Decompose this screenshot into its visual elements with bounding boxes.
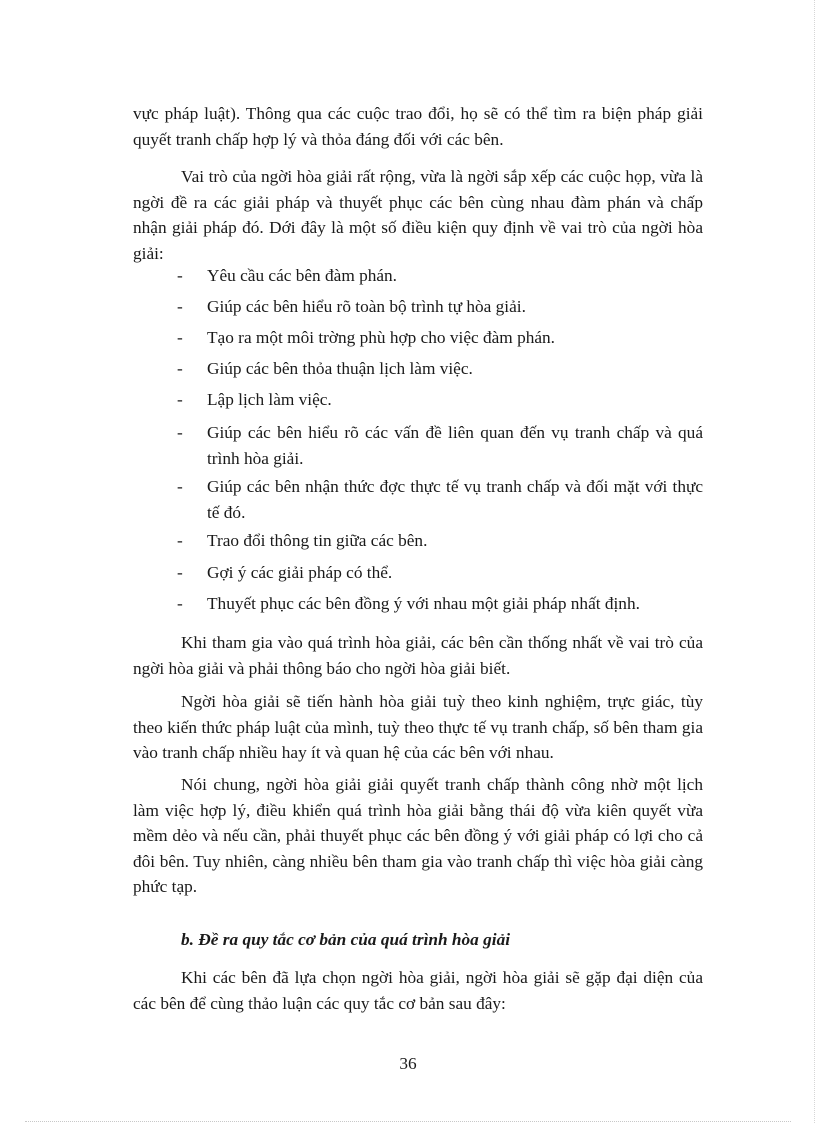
list-item xyxy=(177,528,703,554)
list-dash: - xyxy=(177,297,183,316)
list-item xyxy=(177,294,703,320)
list-item-text: Giúp các bên hiểu rõ toàn bộ trình tự hòa giải. xyxy=(207,297,526,316)
list-item xyxy=(177,591,703,617)
list-item xyxy=(177,420,703,471)
list-item xyxy=(177,325,703,351)
list-item xyxy=(177,474,703,525)
list-item xyxy=(177,560,703,586)
paragraph-5: Nói chung, ngời hòa giải giải quyết tranh chấp thành công nhờ một lịch làm việc hợp lý, điều khiển quá trình hòa giải bằng thái độ vừa kiên quyết vừa mềm dẻo và nếu cần, phải thuyết phục các bên đồng ý với giải pháp có lợi cho cả đôi bên. Tuy nhiên, càng nhiều bên tham gia vào tranh chấp thì việc hòa giải càng phức tạp. xyxy=(133,775,703,896)
list-dash: - xyxy=(177,266,183,285)
page-number: 36 xyxy=(399,1054,417,1073)
list-dash: - xyxy=(177,359,183,378)
list-dash: - xyxy=(177,594,183,613)
paragraph-4: Ngời hòa giải sẽ tiến hành hòa giải tuỳ theo kinh nghiệm, trực giác, tùy theo kiến thức pháp luật của mình, tuỳ theo thực tế vụ tranh chấp, số bên tham gia vào tranh chấp nhiều hay ít và quan hệ của các bên với nhau. xyxy=(133,692,703,762)
list-item xyxy=(177,263,703,289)
page-right-rule xyxy=(814,0,815,1123)
list-item-text: Yêu cầu các bên đàm phán. xyxy=(207,266,398,285)
list-dash: - xyxy=(177,390,183,409)
paragraph-1: vực pháp luật). Thông qua các cuộc trao đổi, họ sẽ có thể tìm ra biện pháp giải quyết tranh chấp hợp lý và thỏa đáng đối với các bên. xyxy=(133,104,703,149)
list-item-text: Giúp các bên nhận thức đợc thực tế vụ tranh chấp và đối mặt với thực tế đó. xyxy=(207,477,703,522)
list-dash: - xyxy=(177,328,183,347)
paragraph-3: Khi tham gia vào quá trình hòa giải, các bên cần thống nhất về vai trò của ngời hòa giải và phải thông báo cho ngời hòa giải biết. xyxy=(133,633,703,678)
list-dash: - xyxy=(177,477,183,496)
paragraph-6: Khi các bên đã lựa chọn ngời hòa giải, ngời hòa giải sẽ gặp đại diện của các bên để cùng thảo luận các quy tắc cơ bản sau đây: xyxy=(133,968,703,1013)
list-dash: - xyxy=(177,423,183,442)
list-item-text: Giúp các bên hiểu rõ các vấn đề liên quan đến vụ tranh chấp và quá trình hòa giải. xyxy=(207,423,703,468)
list-item-text: Giúp các bên thỏa thuận lịch làm việc. xyxy=(207,359,473,378)
list-item-text: Lập lịch làm việc. xyxy=(207,390,332,409)
list-item xyxy=(177,387,703,413)
paragraph-2: Vai trò của ngời hòa giải rất rộng, vừa là ngời sắp xếp các cuộc họp, vừa là ngời đề ra các giải pháp và thuyết phục các bên cùng nhau đàm phán và chấp nhận giải pháp đó. Dới đây là một số điều kiện quy định về vai trò của ngời hòa giải: xyxy=(133,167,703,263)
list-item-text: Tạo ra một môi trờng phù hợp cho việc đàm phán. xyxy=(207,328,555,347)
list-item-text: Thuyết phục các bên đồng ý với nhau một giải pháp nhất định. xyxy=(207,594,640,613)
list-item-text: Gợi ý các giải pháp có thể. xyxy=(207,563,393,582)
list-dash: - xyxy=(177,531,183,550)
page-bottom-rule xyxy=(25,1121,791,1122)
section-heading: b. Đề ra quy tắc cơ bản của quá trình hòa giải xyxy=(181,930,511,949)
list-item-text: Trao đổi thông tin giữa các bên. xyxy=(207,531,428,550)
list-dash: - xyxy=(177,563,183,582)
list-item xyxy=(177,356,703,382)
